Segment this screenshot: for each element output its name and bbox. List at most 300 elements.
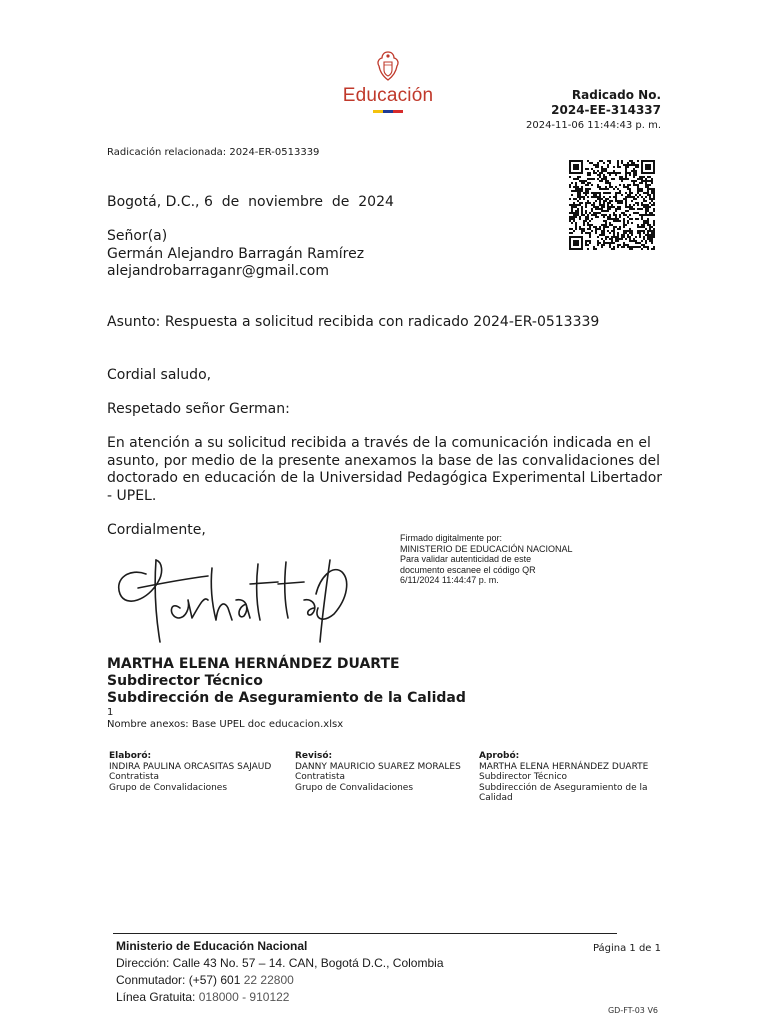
qr-module	[645, 246, 647, 248]
qr-module	[603, 234, 605, 236]
qr-module	[643, 204, 645, 206]
qr-module	[651, 198, 653, 200]
qr-module	[651, 226, 653, 228]
qr-module	[643, 180, 645, 182]
qr-module	[573, 216, 575, 218]
qr-module	[627, 244, 629, 246]
qr-module	[595, 228, 597, 230]
coat-of-arms-icon	[374, 50, 402, 82]
qr-module	[601, 246, 603, 248]
qr-module	[569, 220, 571, 222]
qr-module	[643, 244, 645, 246]
signer-office: Subdirección de Aseguramiento de la Calidad	[107, 690, 466, 706]
qr-module	[597, 164, 599, 166]
qr-module	[605, 170, 607, 172]
qr-module	[635, 174, 637, 176]
qr-module	[645, 228, 647, 230]
qr-module	[653, 248, 655, 250]
qr-module	[637, 242, 639, 244]
qr-module	[611, 178, 613, 180]
qr-module	[627, 206, 629, 208]
qr-module	[599, 204, 601, 206]
qr-module	[605, 224, 607, 226]
approval-line: Contratista	[295, 772, 346, 783]
qr-module	[643, 222, 645, 224]
qr-module	[643, 230, 645, 232]
qr-module	[593, 212, 595, 214]
qr-module	[631, 218, 633, 220]
qr-module	[625, 192, 627, 194]
qr-module	[611, 242, 613, 244]
qr-module	[653, 214, 655, 216]
qr-finder-center	[645, 164, 651, 170]
qr-module	[649, 206, 651, 208]
qr-module	[571, 216, 573, 218]
qr-finder-center	[573, 164, 579, 170]
qr-module	[649, 196, 651, 198]
qr-module	[637, 218, 639, 220]
qr-module	[627, 234, 629, 236]
qr-module	[641, 214, 643, 216]
qr-module	[653, 230, 655, 232]
qr-module	[649, 236, 651, 238]
qr-module	[629, 238, 631, 240]
qr-module	[647, 206, 649, 208]
qr-module	[575, 190, 577, 192]
qr-module	[607, 198, 609, 200]
annex-names: Nombre anexos: Base UPEL doc educacion.xlsx	[107, 719, 344, 730]
qr-module	[643, 192, 645, 194]
qr-module	[615, 192, 617, 194]
qr-module	[609, 174, 611, 176]
qr-module	[651, 214, 653, 216]
qr-module	[605, 238, 607, 240]
qr-module	[613, 178, 615, 180]
qr-module	[653, 198, 655, 200]
qr-module	[649, 176, 651, 178]
qr-module	[595, 166, 597, 168]
footer-address: Dirección: Calle 43 No. 57 – 14. CAN, Bogotá D.C., Colombia	[116, 956, 444, 970]
qr-module	[591, 204, 593, 206]
signer-title: Subdirector Técnico	[107, 673, 263, 689]
qr-module	[575, 226, 577, 228]
qr-module	[647, 238, 649, 240]
qr-module	[629, 228, 631, 230]
qr-module	[613, 206, 615, 208]
qr-module	[649, 212, 651, 214]
qr-module	[647, 204, 649, 206]
qr-module	[649, 226, 651, 228]
qr-module	[599, 194, 601, 196]
qr-module	[645, 240, 647, 242]
qr-module	[609, 222, 611, 224]
qr-module	[617, 220, 619, 222]
qr-module	[617, 240, 619, 242]
qr-module	[625, 168, 627, 170]
qr-module	[603, 192, 605, 194]
qr-module	[623, 230, 625, 232]
signer-name: MARTHA ELENA HERNÁNDEZ DUARTE	[107, 656, 400, 672]
qr-module	[599, 192, 601, 194]
qr-module	[597, 244, 599, 246]
qr-module	[577, 204, 579, 206]
footer-block	[116, 938, 444, 1006]
qr-module	[633, 240, 635, 242]
qr-module	[629, 164, 631, 166]
qr-module	[609, 182, 611, 184]
qr-module	[599, 188, 601, 190]
qr-module	[641, 180, 643, 182]
qr-module	[621, 176, 623, 178]
qr-module	[623, 198, 625, 200]
qr-module	[587, 190, 589, 192]
qr-module	[595, 226, 597, 228]
qr-module	[649, 238, 651, 240]
qr-module	[609, 192, 611, 194]
page-number: Página 1 de 1	[592, 943, 661, 954]
qr-module	[651, 234, 653, 236]
qr-module	[591, 162, 593, 164]
approval-line: Calidad	[479, 793, 513, 804]
qr-module	[639, 190, 641, 192]
qr-module	[579, 204, 581, 206]
qr-module	[613, 218, 615, 220]
qr-module	[649, 194, 651, 196]
qr-module	[595, 230, 597, 232]
qr-module	[647, 248, 649, 250]
qr-module	[601, 238, 603, 240]
qr-module	[607, 192, 609, 194]
qr-module	[577, 210, 579, 212]
qr-module	[577, 200, 579, 202]
qr-module	[613, 236, 615, 238]
qr-module	[621, 162, 623, 164]
qr-module	[615, 194, 617, 196]
qr-module	[633, 246, 635, 248]
qr-module	[599, 160, 601, 162]
qr-module	[629, 230, 631, 232]
qr-module	[633, 182, 635, 184]
qr-module	[633, 238, 635, 240]
qr-module	[605, 214, 607, 216]
qr-module	[637, 246, 639, 248]
qr-module	[623, 224, 625, 226]
qr-module	[625, 174, 627, 176]
qr-module	[587, 248, 589, 250]
qr-module	[635, 164, 637, 166]
qr-code	[569, 160, 655, 250]
qr-module	[587, 200, 589, 202]
qr-module	[575, 178, 577, 180]
qr-module	[641, 208, 643, 210]
qr-module	[625, 224, 627, 226]
qr-module	[615, 220, 617, 222]
qr-module	[645, 208, 647, 210]
qr-module	[615, 172, 617, 174]
qr-module	[605, 180, 607, 182]
qr-module	[581, 180, 583, 182]
qr-module	[621, 238, 623, 240]
signature-line: MINISTERIO DE EDUCACIÓN NACIONAL	[400, 543, 573, 554]
qr-module	[649, 224, 651, 226]
qr-module	[643, 176, 645, 178]
qr-module	[623, 214, 625, 216]
qr-module	[589, 234, 591, 236]
qr-module	[623, 186, 625, 188]
qr-module	[639, 246, 641, 248]
qr-module	[651, 232, 653, 234]
qr-module	[647, 224, 649, 226]
qr-module	[629, 184, 631, 186]
qr-module	[575, 206, 577, 208]
qr-module	[653, 234, 655, 236]
qr-module	[641, 216, 643, 218]
qr-module	[607, 226, 609, 228]
qr-module	[641, 240, 643, 242]
qr-module	[587, 182, 589, 184]
qr-module	[619, 166, 621, 168]
qr-module	[641, 204, 643, 206]
qr-module	[645, 206, 647, 208]
qr-module	[651, 188, 653, 190]
qr-module	[605, 186, 607, 188]
qr-module	[609, 160, 611, 162]
qr-module	[571, 206, 573, 208]
qr-module	[591, 224, 593, 226]
qr-module	[601, 172, 603, 174]
qr-module	[635, 212, 637, 214]
qr-module	[637, 232, 639, 234]
qr-module	[583, 228, 585, 230]
qr-module	[639, 188, 641, 190]
qr-module	[653, 210, 655, 212]
qr-module	[647, 214, 649, 216]
qr-module	[603, 204, 605, 206]
qr-module	[613, 170, 615, 172]
body-line: asunto, por medio de la presente anexamos la base de las convalidaciones del	[107, 452, 660, 469]
qr-module	[641, 178, 643, 180]
qr-module	[573, 190, 575, 192]
qr-module	[611, 200, 613, 202]
letter-body	[107, 435, 662, 505]
qr-module	[633, 176, 635, 178]
qr-module	[635, 198, 637, 200]
qr-module	[577, 190, 579, 192]
qr-module	[575, 182, 577, 184]
qr-module	[641, 224, 643, 226]
qr-module	[597, 228, 599, 230]
qr-module	[629, 218, 631, 220]
qr-module	[619, 216, 621, 218]
qr-module	[623, 220, 625, 222]
qr-module	[605, 198, 607, 200]
qr-module	[603, 174, 605, 176]
qr-module	[575, 188, 577, 190]
qr-module	[653, 190, 655, 192]
qr-module	[571, 194, 573, 196]
qr-module	[603, 242, 605, 244]
qr-module	[631, 230, 633, 232]
qr-module	[571, 228, 573, 230]
qr-module	[577, 192, 579, 194]
qr-module	[647, 246, 649, 248]
qr-module	[597, 208, 599, 210]
qr-module	[611, 224, 613, 226]
qr-module	[611, 186, 613, 188]
qr-module	[577, 178, 579, 180]
qr-module	[615, 218, 617, 220]
approval-line: Grupo de Convalidaciones	[109, 782, 228, 793]
qr-module	[607, 242, 609, 244]
qr-module	[593, 196, 595, 198]
qr-module	[603, 176, 605, 178]
qr-module	[617, 236, 619, 238]
qr-module	[607, 236, 609, 238]
qr-module	[631, 164, 633, 166]
qr-module	[571, 218, 573, 220]
qr-module	[629, 192, 631, 194]
qr-module	[643, 200, 645, 202]
qr-module	[597, 184, 599, 186]
qr-module	[627, 194, 629, 196]
qr-module	[585, 184, 587, 186]
qr-module	[605, 178, 607, 180]
qr-module	[605, 192, 607, 194]
qr-module	[597, 178, 599, 180]
approval-line: Subdirección de Aseguramiento de la	[479, 782, 648, 793]
qr-module	[573, 198, 575, 200]
qr-module	[647, 180, 649, 182]
ministry-logo	[340, 50, 436, 113]
qr-module	[587, 168, 589, 170]
qr-module	[579, 176, 581, 178]
qr-module	[635, 172, 637, 174]
qr-module	[607, 182, 609, 184]
radicado-number: 2024-EE-314337	[551, 103, 661, 117]
digital-signature-note	[400, 533, 573, 586]
qr-module	[575, 184, 577, 186]
qr-module	[647, 234, 649, 236]
qr-module	[577, 186, 579, 188]
qr-module	[579, 192, 581, 194]
footer-org: Ministerio de Educación Nacional	[116, 939, 308, 953]
qr-module	[619, 176, 621, 178]
qr-module	[583, 180, 585, 182]
qr-module	[605, 222, 607, 224]
qr-module	[579, 228, 581, 230]
qr-module	[627, 222, 629, 224]
qr-module	[609, 172, 611, 174]
qr-module	[585, 180, 587, 182]
qr-module	[615, 208, 617, 210]
qr-finder-center	[573, 240, 579, 246]
qr-module	[597, 242, 599, 244]
qr-module	[581, 210, 583, 212]
approval-line: Grupo de Convalidaciones	[295, 782, 414, 793]
qr-module	[645, 210, 647, 212]
qr-module	[601, 166, 603, 168]
qr-module	[585, 216, 587, 218]
qr-module	[641, 202, 643, 204]
qr-module	[575, 210, 577, 212]
qr-module	[639, 232, 641, 234]
qr-module	[631, 180, 633, 182]
qr-module	[607, 210, 609, 212]
qr-module	[651, 178, 653, 180]
qr-module	[651, 190, 653, 192]
qr-module	[629, 160, 631, 162]
qr-module	[639, 178, 641, 180]
qr-module	[585, 212, 587, 214]
qr-module	[619, 202, 621, 204]
qr-module	[625, 196, 627, 198]
qr-module	[647, 190, 649, 192]
qr-module	[645, 234, 647, 236]
subject-line: Asunto: Respuesta a solicitud recibida con radicado 2024-ER-0513339	[107, 314, 600, 330]
qr-module	[589, 162, 591, 164]
qr-module	[631, 160, 633, 162]
approval-elaboro	[109, 751, 289, 793]
qr-module	[647, 220, 649, 222]
qr-module	[631, 206, 633, 208]
qr-module	[569, 218, 571, 220]
recipient-email: alejandrobarraganr@gmail.com	[107, 263, 329, 279]
qr-module	[649, 202, 651, 204]
qr-module	[595, 192, 597, 194]
qr-module	[635, 242, 637, 244]
qr-module	[645, 182, 647, 184]
qr-module	[615, 174, 617, 176]
qr-module	[587, 244, 589, 246]
qr-module	[605, 168, 607, 170]
qr-module	[633, 196, 635, 198]
qr-module	[645, 200, 647, 202]
qr-module	[599, 176, 601, 178]
qr-module	[603, 202, 605, 204]
qr-module	[651, 240, 653, 242]
qr-module	[611, 238, 613, 240]
qr-module	[623, 184, 625, 186]
qr-module	[601, 168, 603, 170]
qr-module	[603, 230, 605, 232]
qr-module	[625, 164, 627, 166]
qr-module	[587, 216, 589, 218]
qr-module	[631, 232, 633, 234]
qr-module	[643, 198, 645, 200]
qr-module	[623, 246, 625, 248]
qr-module	[617, 246, 619, 248]
qr-module	[639, 214, 641, 216]
qr-module	[653, 224, 655, 226]
qr-module	[601, 210, 603, 212]
qr-module	[581, 214, 583, 216]
qr-module	[645, 186, 647, 188]
qr-module	[599, 186, 601, 188]
qr-module	[583, 198, 585, 200]
qr-module	[595, 194, 597, 196]
qr-module	[617, 200, 619, 202]
qr-module	[649, 198, 651, 200]
footer-phone	[116, 972, 444, 989]
qr-module	[647, 186, 649, 188]
qr-module	[599, 174, 601, 176]
qr-module	[581, 230, 583, 232]
qr-module	[597, 174, 599, 176]
qr-module	[645, 242, 647, 244]
qr-module	[637, 208, 639, 210]
qr-module	[607, 230, 609, 232]
qr-module	[627, 236, 629, 238]
